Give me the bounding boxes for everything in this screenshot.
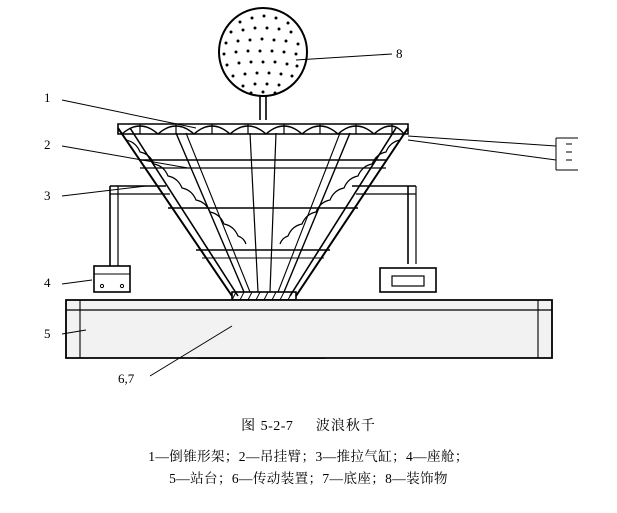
strut-e (250, 133, 258, 292)
strut-c (284, 133, 350, 292)
leader-2 (62, 146, 188, 168)
callout-5: 5 (44, 326, 51, 341)
top-arch-ring (118, 124, 408, 134)
right-cabin-assembly (352, 186, 436, 292)
figure-title-prefix: 图 (241, 419, 257, 434)
top-band (118, 124, 408, 134)
leader-8 (296, 54, 392, 60)
decoration-ball-group (219, 8, 307, 120)
leader-4 (62, 280, 92, 284)
station-platform (66, 300, 552, 358)
arch-scallops (122, 126, 404, 134)
figure-title-name: 波浪秋千 (315, 419, 376, 434)
strut-d (278, 133, 340, 292)
callout-8: 8 (396, 46, 403, 61)
platform-body (66, 300, 552, 358)
strut-f (270, 133, 276, 292)
left-cabin-assembly (94, 186, 170, 292)
detail-leader (408, 136, 578, 170)
decoration-ball (219, 8, 307, 96)
left-cabin-box (94, 266, 130, 292)
figure-title (0, 415, 617, 435)
frame-left-outer (118, 128, 232, 296)
figure-caption (0, 415, 617, 490)
inverted-cone-frame (118, 128, 408, 296)
right-cabin-window (392, 276, 424, 286)
hub-hatch (232, 292, 292, 300)
callout-4: 4 (44, 275, 51, 290)
callout-6-7: 6,7 (118, 371, 135, 386)
legend-line-1: 1—倒锥形架；2—吊挂臂；3—推拉气缸；4—座舱； (148, 449, 469, 464)
callout-3: 3 (44, 188, 51, 203)
callout-1: 1 (44, 90, 51, 105)
figure-title-number: 5-2-7 (260, 419, 294, 434)
legend-line-2: 5—站台；6—传动装置；7—底座；8—装饰物 (169, 471, 448, 486)
callout-2: 2 (44, 137, 51, 152)
strut-b (186, 133, 250, 292)
